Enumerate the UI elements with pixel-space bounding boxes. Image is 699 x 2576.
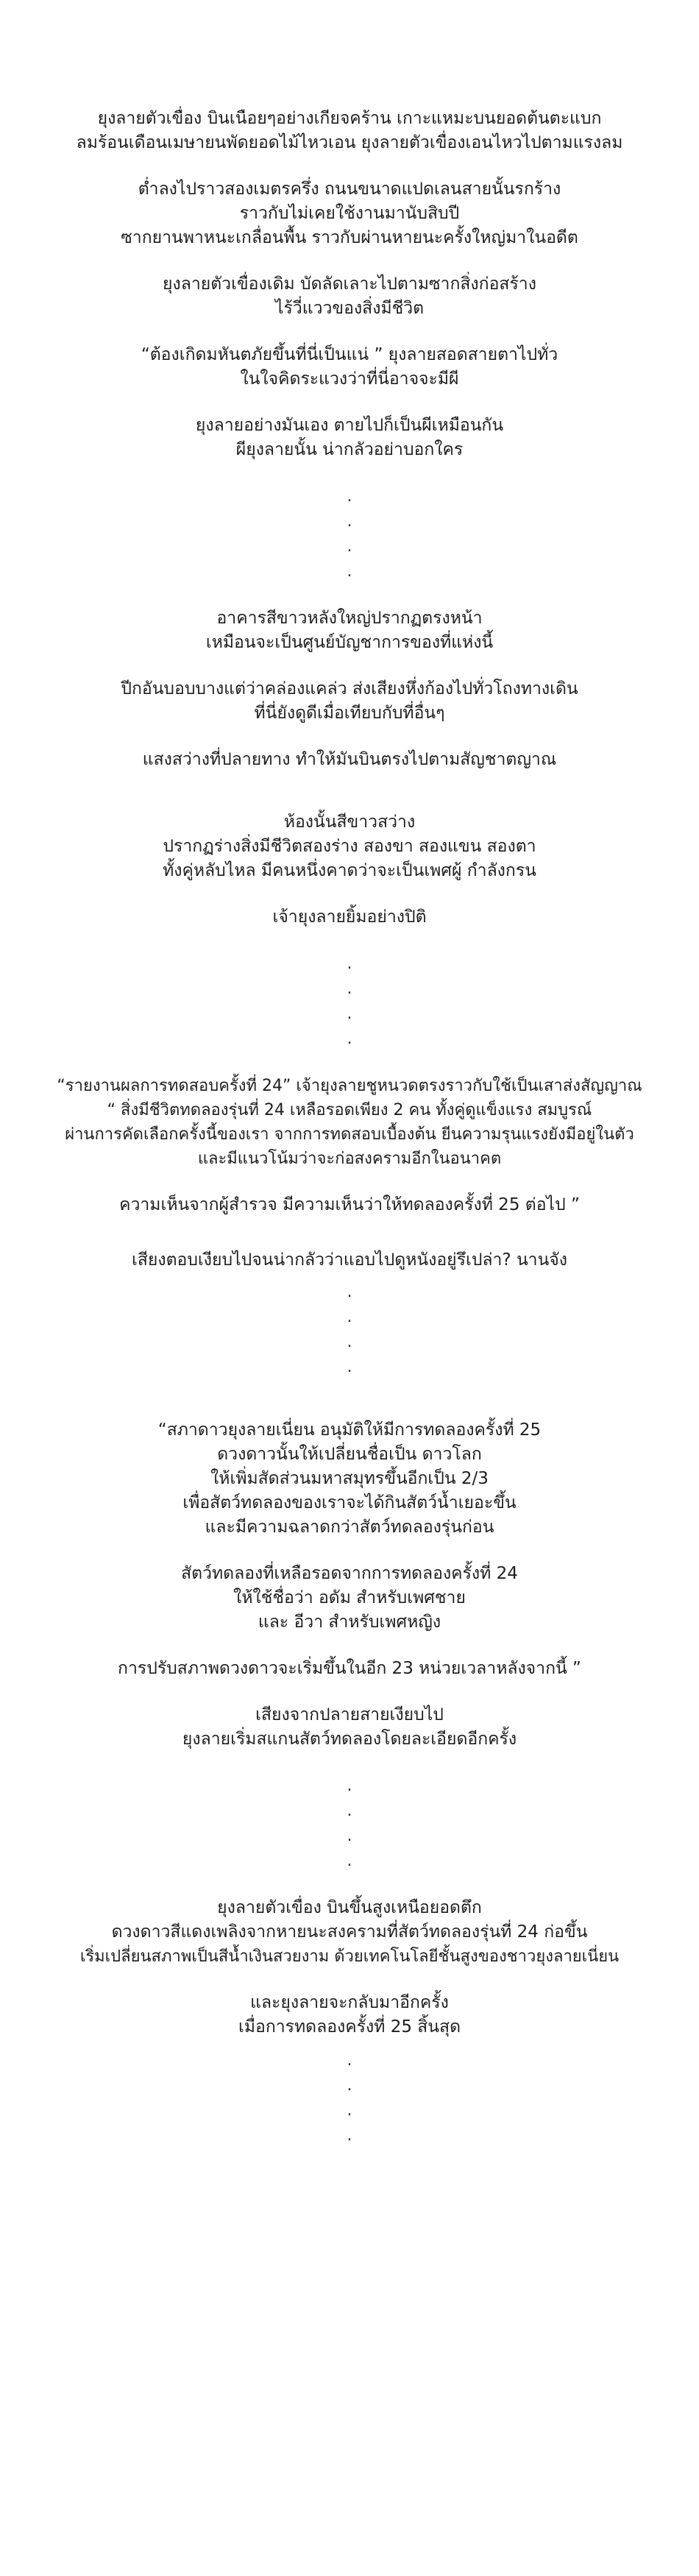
- text-line: ให้เพิ่มสัดส่วนมหาสมุทรขึ้นอีกเป็น 2/3: [210, 1469, 489, 1488]
- paragraph-smile: [11, 905, 688, 930]
- text-line: ปรากฏร่างสิ่งมีชีวิตสองร่าง สองขา สองแขน สองตา: [163, 837, 536, 856]
- paragraph-opinion: [11, 1193, 688, 1217]
- paragraph-ruins: [11, 272, 688, 321]
- paragraph-opening: [11, 107, 688, 155]
- text-line: ต่ำลงไปราวสองเมตรครึ่ง ถนนขนาดแปดเลนสายนั้นรกร้าง: [138, 180, 561, 199]
- paragraph-return: [11, 1991, 688, 2039]
- text-line: ความเห็นจากผู้สำรวจ มีความเห็นว่าให้ทดลองครั้งที่ 25 ต่อไป ”: [119, 1195, 580, 1214]
- text-line: เสียงจากปลายสายเงียบไป: [255, 1705, 444, 1724]
- dot: .: [347, 955, 352, 973]
- text-line: “ต้องเกิดมหันตภัยขึ้นที่นี่เป็นแน่ ” ยุงลายสอดสายตาไปทั่ว: [141, 345, 558, 364]
- text-line: เสียงตอบเงียบไปจนน่ากลัวว่าแอบไปดูหนังอยู่รึเปล่า? นานจัง: [131, 1250, 568, 1270]
- text-line: ที่นี่ยังดูดีเมื่อเทียบกับที่อื่นๆ: [254, 704, 445, 723]
- paragraph-terraform: [11, 1657, 688, 1681]
- text-line: ซากยานพาหนะเกลื่อนพื้น ราวกับผ่านหายนะครั้งใหญ่มาในอดีต: [121, 228, 578, 247]
- dot: .: [347, 1308, 352, 1326]
- paragraph-silence: [11, 1248, 688, 1273]
- paragraph-ghost: [11, 414, 688, 462]
- dot: .: [347, 1827, 352, 1845]
- dot: .: [347, 980, 352, 998]
- dot: .: [347, 1030, 352, 1048]
- text-line: “รายงานผลการทดสอบครั้งที่ 24” เจ้ายุงลายชูหนวดตรงราวกับใช้เป็นเสาส่งสัญญาณ: [57, 1077, 642, 1095]
- text-line: ยุงลายอย่างมันเอง ตายไปก็เป็นผีเหมือนกัน: [195, 416, 504, 435]
- text-line: เริ่มเปลี่ยนสภาพเป็นสีน้ำเงินสวยงาม ด้วยเทคโนโลยีชั้นสูงของชาวยุงลายเนี่ยน: [79, 1947, 620, 1966]
- text-line: การปรับสภาพดวงดาวจะเริ่มขึ้นในอีก 23 หน่วยเวลาหลังจากนี้ ”: [118, 1659, 581, 1678]
- scene-break-dots: [335, 484, 364, 584]
- text-line: และยุงลายจะกลับมาอีกครั้ง: [250, 1993, 449, 2012]
- dot: .: [347, 1283, 352, 1301]
- dot: .: [347, 1005, 352, 1023]
- text-line: ห้องนั้นสีขาวสว่าง: [283, 813, 416, 832]
- paragraph-council: [11, 1418, 688, 1540]
- dot: .: [347, 2101, 352, 2120]
- paragraph-light: [11, 748, 688, 772]
- scene-break-dots: [335, 2048, 364, 2148]
- dot: .: [347, 512, 352, 531]
- text-line: ดวงดาวสีแดงเพลิงจากหายนะสงครามที่สัตว์ทดลองรุ่นที่ 24 ก่อขึ้น: [111, 1922, 588, 1942]
- text-line: ยุงลายตัวเขื่อง บินเนือยๆอย่างเกียจคร้าน เกาะแหมะบนยอดต้นตะแบก: [97, 109, 602, 128]
- paragraph-scan: [11, 1703, 688, 1752]
- text-line: ในใจคิดระแวงว่าที่นี่อาจจะมีผี: [240, 369, 459, 389]
- text-line: ยุงลายตัวเขื่อง บินขึ้นสูงเหนือยอดตึก: [217, 1898, 482, 1917]
- paragraph-planet: [11, 1896, 688, 1969]
- text-line: ยุงลายตัวเขื่องเดิม บัดลัดเลาะไปตามซากสิ่งก่อสร้าง: [163, 275, 536, 294]
- dot: .: [347, 537, 352, 556]
- text-line: ให้ใช้ชื่อว่า อดัม สำหรับเพศชาย: [233, 1588, 466, 1607]
- text-line: และ อีวา สำหรับเพศหญิง: [258, 1613, 441, 1632]
- paragraph-room: [11, 810, 688, 883]
- text-line: และมีความฉลาดกว่าสัตว์ทดลองรุ่นก่อน: [205, 1518, 494, 1537]
- scene-break-dots: [335, 952, 364, 1052]
- text-line: เพื่อสัตว์ทดลองของเราจะได้กินสัตว์น้ำเยอะขึ้น: [182, 1493, 517, 1512]
- dot: .: [347, 1852, 352, 1870]
- text-line: “สภาดาวยุงลายเนี่ยน อนุมัติให้มีการทดลองครั้งที่ 25: [157, 1420, 542, 1440]
- text-line: ไร้วี่แววของสิ่งมีชีวิต: [274, 299, 425, 318]
- paragraph-building: [11, 606, 688, 655]
- text-line: ลมร้อนเดือนเมษายนพัดยอดไม้ไหวเอน ยุงลายตัวเขื่องเอนไหวไปตามแรงลม: [76, 133, 623, 152]
- text-line: สัตว์ทดลองที่เหลือรอดจากการทดลองครั้งที่ 24: [181, 1564, 518, 1583]
- scene-break-dots: [335, 1774, 364, 1874]
- text-line: ดวงดาวนั้นให้เปลี่ยนชื่อเป็น ดาวโลก: [217, 1445, 482, 1464]
- dot: .: [347, 2051, 352, 2070]
- dot: .: [347, 562, 352, 581]
- text-line: แสงสว่างที่ปลายทาง ทำให้มันบินตรงไปตามสัญชาตญาณ: [142, 750, 557, 769]
- paragraph-report: [11, 1074, 688, 1171]
- scene-break-dots: [335, 1280, 364, 1380]
- story-body: [0, 107, 699, 2170]
- text-line: ราวกับไม่เคยใช้งานมานับสิบปี: [239, 204, 460, 223]
- text-line: เมื่อการทดลองครั้งที่ 25 สิ้นสุด: [238, 2017, 461, 2037]
- paragraph-road: [11, 177, 688, 250]
- text-line: ผ่านการคัดเลือกครั้งนี้ของเรา จากการทดสอบเบื้องต้น ยีนความรุนแรงยังมีอยู่ในตัว: [65, 1125, 634, 1144]
- dot: .: [347, 1358, 352, 1376]
- text-line: เหมือนจะเป็นศูนย์บัญชาการของที่แห่งนี้: [205, 633, 494, 652]
- dot: .: [347, 1333, 352, 1351]
- text-line: ยุงลายเริ่มสแกนสัตว์ทดลองโดยละเอียดอีกครั้ง: [182, 1730, 517, 1749]
- dot: .: [347, 1802, 352, 1820]
- text-line: ปีกอันบอบบางแต่ว่าคล่องแคล่ว ส่งเสียงหึ่งก้องไปทั่วโถงทางเดิน: [121, 679, 578, 698]
- dot: .: [347, 2126, 352, 2145]
- dot: .: [347, 1777, 352, 1795]
- paragraph-hallway: [11, 677, 688, 726]
- text-line: และมีแนวโน้มว่าจะก่อสงครามอีกในอนาคต: [197, 1150, 502, 1168]
- text-line: “ สิ่งมีชีวิตทดลองรุ่นที่ 24 เหลือรอดเพียง 2 คน ทั้งคู่ดูแข็งแรง สมบูรณ์: [107, 1101, 592, 1119]
- paragraph-survivors: [11, 1562, 688, 1635]
- text-line: ผียุงลายนั้น น่ากลัวอย่าบอกใคร: [235, 440, 464, 459]
- text-line: ทั้งคู่หลับไหล มีคนหนึ่งคาดว่าจะเป็นเพศผู้ กำลังกรน: [163, 861, 536, 880]
- paragraph-thought: [11, 343, 688, 392]
- text-line: อาคารสีขาวหลังใหญ่ปรากฏตรงหน้า: [216, 609, 483, 628]
- text-line: เจ้ายุงลายยิ้มอย่างปิติ: [272, 907, 427, 927]
- dot: .: [347, 487, 352, 506]
- dot: .: [347, 2076, 352, 2095]
